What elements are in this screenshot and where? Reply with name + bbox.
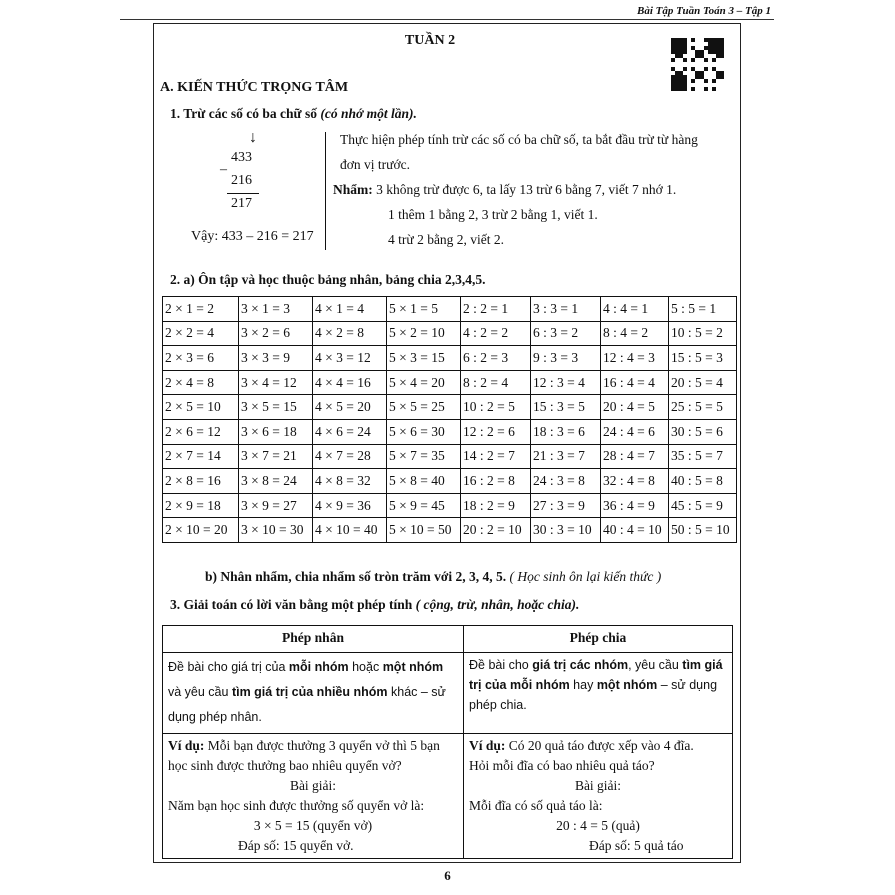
table-cell: 2 × 3 = 6 <box>163 346 239 371</box>
table-cell: 10 : 5 = 2 <box>669 321 737 346</box>
table-cell: 21 : 3 = 7 <box>531 444 601 469</box>
div-answer: Đáp số: 5 quả táo <box>589 838 684 853</box>
table-row <box>163 493 737 518</box>
table-cell: 3 × 5 = 15 <box>239 395 313 420</box>
week-title: TUẦN 2 <box>404 33 456 48</box>
table-cell: 12 : 3 = 4 <box>531 370 601 395</box>
table-cell: 5 × 9 = 45 <box>387 493 461 518</box>
table-cell: 15 : 3 = 5 <box>531 395 601 420</box>
table-cell: 24 : 4 = 6 <box>601 419 669 444</box>
div-desc-4: tìm giá trị của mỗi nhóm <box>469 658 723 692</box>
table-cell: 18 : 3 = 6 <box>531 419 601 444</box>
division-example <box>464 734 733 859</box>
table-cell: 4 × 6 = 24 <box>313 419 387 444</box>
table-cell: 4 × 5 = 20 <box>313 395 387 420</box>
word-problem-table <box>162 625 733 859</box>
difference: 217 <box>231 196 252 211</box>
table-cell: 5 × 4 = 20 <box>387 370 461 395</box>
div-desc-7: – sử dụng phép chia. <box>469 678 718 712</box>
mult-desc-7: khác – sử dụng phép nhân. <box>168 685 446 724</box>
multiplication-header: Phép nhân <box>163 626 464 653</box>
table-cell: 3 : 3 = 1 <box>531 297 601 322</box>
table-cell: 12 : 4 = 3 <box>601 346 669 371</box>
table-cell: 28 : 4 = 7 <box>601 444 669 469</box>
mult-example-text <box>168 736 458 776</box>
item1-title <box>170 106 417 122</box>
table-cell: 4 × 7 = 28 <box>313 444 387 469</box>
table-row <box>163 469 737 494</box>
table-cell: 20 : 2 = 10 <box>461 518 531 543</box>
table-cell: 12 : 2 = 6 <box>461 419 531 444</box>
table-cell: 2 × 2 = 4 <box>163 321 239 346</box>
div-solution-calc: 20 : 4 = 5 (quả) <box>556 818 640 833</box>
table-cell: 4 × 1 = 4 <box>313 297 387 322</box>
mental-step-1-text: 3 không trừ được 6, ta lấy 13 trừ 6 bằng 7, viết 7 nhớ 1. <box>372 182 677 197</box>
table-cell: 10 : 2 = 5 <box>461 395 531 420</box>
table-row <box>163 321 737 346</box>
table-cell: 3 × 3 = 9 <box>239 346 313 371</box>
table-cell: 20 : 5 = 4 <box>669 370 737 395</box>
table-cell: 40 : 5 = 8 <box>669 469 737 494</box>
item2-part-b-text: b) Nhân nhẩm, chia nhẩm số tròn trăm với 2, 3, 4, 5. <box>205 569 510 584</box>
div-solution-title: Bài giải: <box>574 778 622 793</box>
table-cell: 20 : 4 = 5 <box>601 395 669 420</box>
item2-part-b <box>205 569 661 585</box>
table-cell: 2 × 1 = 2 <box>163 297 239 322</box>
table-cell: 25 : 5 = 5 <box>669 395 737 420</box>
item2-part-b-italic: ( Học sinh ôn lại kiến thức ) <box>509 569 662 584</box>
table-cell: 16 : 4 = 4 <box>601 370 669 395</box>
table-cell: 4 × 9 = 36 <box>313 493 387 518</box>
table-cell: 15 : 5 = 3 <box>669 346 737 371</box>
table-cell: 9 : 3 = 3 <box>531 346 601 371</box>
div-desc-2: giá trị các nhóm <box>532 658 629 672</box>
table-cell: 6 : 3 = 2 <box>531 321 601 346</box>
subtraction-column <box>165 130 325 250</box>
subtrahend: 216 <box>231 173 252 188</box>
table-cell: 2 × 5 = 10 <box>163 395 239 420</box>
section-a-heading: A. KIẾN THỨC TRỌNG TÂM <box>160 80 349 95</box>
table-cell: 8 : 2 = 4 <box>461 370 531 395</box>
mult-desc-4: một nhóm <box>382 660 444 674</box>
table-row <box>163 518 737 543</box>
table-cell: 3 × 4 = 12 <box>239 370 313 395</box>
multiplication-example <box>163 734 464 859</box>
table-cell: 5 × 5 = 25 <box>387 395 461 420</box>
table-row <box>163 297 737 322</box>
table-cell: 3 × 6 = 18 <box>239 419 313 444</box>
multiplication-description <box>163 653 464 734</box>
table-cell: 4 × 8 = 32 <box>313 469 387 494</box>
mult-example-label: Ví dụ: <box>168 738 205 753</box>
table-cell: 8 : 4 = 2 <box>601 321 669 346</box>
table-cell: 27 : 3 = 9 <box>531 493 601 518</box>
table-cell: 2 × 10 = 20 <box>163 518 239 543</box>
div-example-text <box>469 736 727 756</box>
item2-title: 2. a) Ôn tập và học thuộc bảng nhân, bảng chia 2,3,4,5. <box>170 272 486 287</box>
mult-desc-6: tìm giá trị của nhiều nhóm <box>231 685 388 699</box>
table-row <box>163 395 737 420</box>
table-cell: 5 : 5 = 1 <box>669 297 737 322</box>
table-cell: 45 : 5 = 9 <box>669 493 737 518</box>
mult-answer: Đáp số: 15 quyển vở. <box>238 838 354 853</box>
table-cell: 3 × 10 = 30 <box>239 518 313 543</box>
table-cell: 5 × 3 = 15 <box>387 346 461 371</box>
division-description <box>464 653 733 734</box>
div-example-question-2: Hỏi mỗi đĩa có bao nhiêu quả táo? <box>469 758 655 773</box>
mult-desc-5: và yêu cầu <box>168 685 232 699</box>
mult-desc-2: mỗi nhóm <box>288 660 349 674</box>
multiplication-division-table <box>162 296 737 543</box>
item3-title-text: 3. Giải toán có lời văn bằng một phép tính <box>170 597 416 612</box>
subtraction-conclusion: Vậy: 433 – 216 = 217 <box>191 229 314 244</box>
table-cell: 3 × 7 = 21 <box>239 444 313 469</box>
table-cell: 3 × 9 = 27 <box>239 493 313 518</box>
explain-line-1: Thực hiện phép tính trừ các số có ba chữ số, ta bắt đầu trừ từ hàng <box>340 132 698 147</box>
table-row <box>163 346 737 371</box>
table-cell: 4 × 2 = 8 <box>313 321 387 346</box>
mental-label: Nhẩm: <box>333 182 373 197</box>
table-cell: 5 × 7 = 35 <box>387 444 461 469</box>
table-cell: 2 × 9 = 18 <box>163 493 239 518</box>
table-cell: 2 × 8 = 16 <box>163 469 239 494</box>
div-desc-3: , yêu cầu <box>628 658 683 672</box>
mult-desc-1: Đề bài cho giá trị của <box>168 660 289 674</box>
minuend: 433 <box>231 150 252 165</box>
div-desc-6: một nhóm <box>596 678 658 692</box>
table-row <box>163 444 737 469</box>
mental-step-1 <box>333 181 676 199</box>
table-cell: 4 × 3 = 12 <box>313 346 387 371</box>
minus-sign: – <box>220 162 227 177</box>
header-rule <box>120 19 774 20</box>
table-cell: 4 : 4 = 1 <box>601 297 669 322</box>
qr-code-icon <box>671 38 724 91</box>
table-cell: 2 : 2 = 1 <box>461 297 531 322</box>
division-header: Phép chia <box>464 626 733 653</box>
table-cell: 2 × 7 = 14 <box>163 444 239 469</box>
table-cell: 30 : 3 = 10 <box>531 518 601 543</box>
table-cell: 5 × 1 = 5 <box>387 297 461 322</box>
div-solution-line: Mỗi đĩa có số quả táo là: <box>469 798 603 813</box>
table-cell: 5 × 10 = 50 <box>387 518 461 543</box>
table-cell: 3 × 2 = 6 <box>239 321 313 346</box>
mental-step-2: 1 thêm 1 bằng 2, 3 trừ 2 bằng 1, viết 1. <box>388 207 598 222</box>
page-number: 6 <box>444 868 451 883</box>
book-title: Bài Tập Tuần Toán 3 – Tập 1 <box>637 5 771 17</box>
mult-desc-3: hoặc <box>348 660 383 674</box>
explain-line-2: đơn vị trước. <box>340 157 410 172</box>
table-cell: 4 × 4 = 16 <box>313 370 387 395</box>
table-cell: 50 : 5 = 10 <box>669 518 737 543</box>
column-divider <box>325 132 326 250</box>
table-cell: 40 : 4 = 10 <box>601 518 669 543</box>
item1-title-text: 1. Trừ các số có ba chữ số <box>170 106 321 121</box>
mult-example-question: Mỗi bạn được thưởng 3 quyển vở thì 5 bạn học sinh được thưởng bao nhiêu quyển vở? <box>168 738 440 773</box>
table-cell: 2 × 4 = 8 <box>163 370 239 395</box>
table-cell: 35 : 5 = 7 <box>669 444 737 469</box>
table-cell: 36 : 4 = 9 <box>601 493 669 518</box>
table-cell: 5 × 2 = 10 <box>387 321 461 346</box>
table-cell: 2 × 6 = 12 <box>163 419 239 444</box>
item3-title-italic: ( cộng, trừ, nhân, hoặc chia). <box>415 597 580 612</box>
div-example-label: Ví dụ: <box>469 738 506 753</box>
table-cell: 4 : 2 = 2 <box>461 321 531 346</box>
table-cell: 32 : 4 = 8 <box>601 469 669 494</box>
table-cell: 6 : 2 = 3 <box>461 346 531 371</box>
mental-step-3: 4 trừ 2 bằng 2, viết 2. <box>388 232 505 247</box>
table-cell: 4 × 10 = 40 <box>313 518 387 543</box>
table-cell: 3 × 1 = 3 <box>239 297 313 322</box>
table-row <box>163 419 737 444</box>
item1-title-italic: (có nhớ một lần). <box>320 106 417 121</box>
table-cell: 14 : 2 = 7 <box>461 444 531 469</box>
mult-solution-line: Năm bạn học sinh được thưởng số quyển vở là: <box>168 798 425 813</box>
table-cell: 18 : 2 = 9 <box>461 493 531 518</box>
item3-title <box>170 597 579 613</box>
table-cell: 5 × 8 = 40 <box>387 469 461 494</box>
qr-module <box>720 87 724 91</box>
table-cell: 3 × 8 = 24 <box>239 469 313 494</box>
subtraction-rule <box>227 193 259 194</box>
table-cell: 24 : 3 = 8 <box>531 469 601 494</box>
div-desc-1: Đề bài cho <box>469 658 533 672</box>
table-cell: 30 : 5 = 6 <box>669 419 737 444</box>
mult-solution-title: Bài giải: <box>289 778 337 793</box>
table-cell: 16 : 2 = 8 <box>461 469 531 494</box>
table-cell: 5 × 6 = 30 <box>387 419 461 444</box>
table-row <box>163 370 737 395</box>
div-desc-5: hay <box>569 678 597 692</box>
down-arrow-icon: ↓ <box>249 129 257 146</box>
div-example-question-1: Có 20 quả táo được xếp vào 4 đĩa. <box>505 738 694 753</box>
mult-solution-calc: 3 × 5 = 15 (quyển vở) <box>253 818 373 833</box>
